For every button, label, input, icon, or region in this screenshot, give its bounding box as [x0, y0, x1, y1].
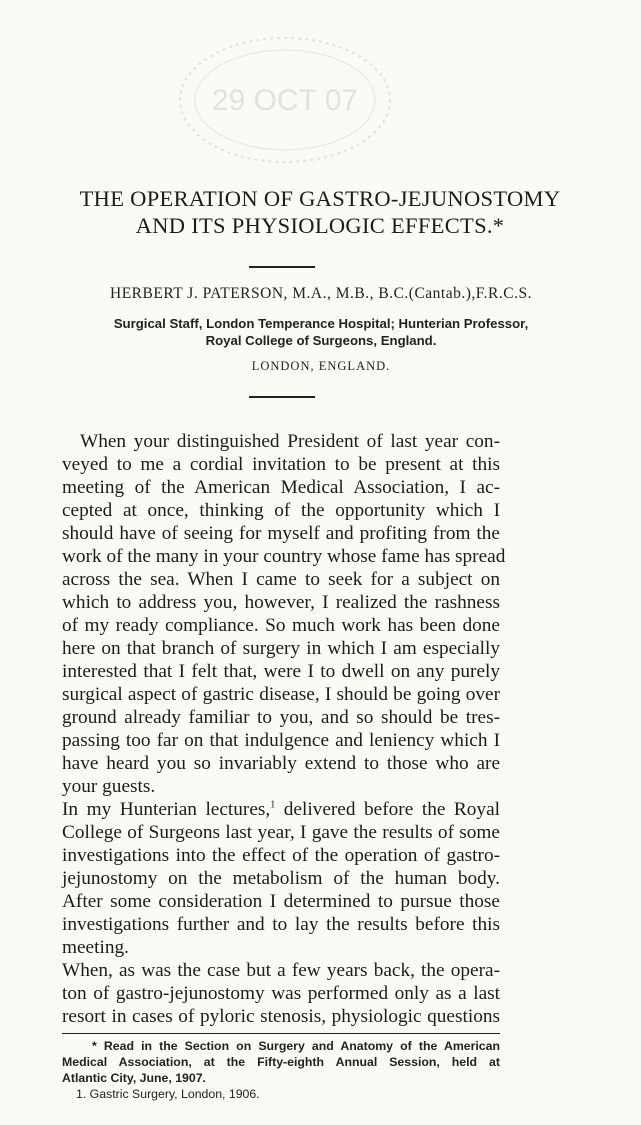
- text-line: across the sea. When I came to seek for a subject on: [62, 569, 500, 590]
- title-divider: [249, 266, 315, 268]
- article-title-line-1: THE OPERATION OF GASTRO-JEJUNOSTOMY: [79, 186, 561, 211]
- text-span: In my Hunterian lectures,: [62, 799, 271, 820]
- text-line: ton of gastro-jejunostomy was performed only as a last: [62, 983, 500, 1004]
- text-line: jejunostomy on the metabolism of the human body.: [62, 868, 500, 889]
- footnote-1: 1. Gastric Surgery, London, 1906.: [76, 1087, 260, 1101]
- author-divider: [249, 396, 315, 398]
- text-span: delivered before the Royal: [275, 799, 500, 820]
- text-line: cepted at once, thinking of the opportunity which I: [62, 500, 500, 521]
- text-line: passing too far on that indulgence and leniency which I: [62, 730, 500, 751]
- text-line: meeting.: [62, 937, 129, 958]
- text-line: When, as was the case but a few years back, the opera-: [62, 960, 500, 981]
- text-line: should have of seeing for myself and profiting from the: [62, 523, 500, 544]
- text-line: ground already familiar to you, and so should be tres-: [62, 707, 500, 728]
- text-line: investigations into the effect of the operation of gastro-: [62, 845, 500, 866]
- article-title-line-2: AND ITS PHYSIOLOGIC EFFECTS.*: [135, 213, 505, 238]
- text-line: veyed to me a cordial invitation to be present at this: [62, 454, 500, 475]
- footnote-star-line: Medical Association, at the Fifty-eighth Annual Session, held at: [62, 1055, 500, 1069]
- author-name: HERBERT J. PATERSON, M.A., M.B., B.C.(Cantab.),F.R.C.S.: [110, 285, 532, 302]
- text-line: of my ready compliance. So much work has been done: [62, 615, 500, 636]
- text-line: [62, 798, 500, 822]
- footnote-star-line: * Read in the Section on Surgery and Anatomy of the American: [92, 1039, 500, 1053]
- text-line: have heard you so invariably extend to those who are: [62, 753, 500, 774]
- text-line: investigations further and to lay the results before this: [62, 914, 500, 935]
- text-line: meeting of the American Medical Association, I ac-: [62, 477, 500, 498]
- text-line: College of Surgeons last year, I gave the results of some: [62, 822, 500, 843]
- text-line: your guests.: [62, 776, 156, 797]
- author-affiliation-1: Surgical Staff, London Temperance Hospital; Hunterian Professor,: [113, 316, 529, 331]
- text-line: which to address you, however, I realized the rashness: [62, 592, 500, 613]
- text-line: surgical aspect of gastric disease, I should be going over: [62, 684, 500, 705]
- text-line: interested that I felt that, were I to dwell on any purely: [62, 661, 500, 682]
- library-stamp: [170, 30, 400, 170]
- text-line: here on that branch of surgery in which I am especially: [62, 638, 500, 659]
- text-line: After some consideration I determined to pursue those: [62, 891, 500, 912]
- stamp-date: 29 OCT 07: [211, 84, 359, 117]
- text-line: resort in cases of pyloric stenosis, physiologic questions: [62, 1006, 500, 1027]
- footnote-star-line: Atlantic City, June, 1907.: [62, 1071, 206, 1085]
- text-line: work of the many in your country whose fame has spread: [62, 546, 506, 567]
- footnote-rule: [62, 1033, 500, 1034]
- footnote-ref-1: 1: [270, 799, 276, 811]
- text-line: When your distinguished President of last year con-: [80, 431, 500, 452]
- author-affiliation-2: Royal College of Surgeons, England.: [205, 333, 437, 348]
- author-location: LONDON, ENGLAND.: [251, 359, 391, 373]
